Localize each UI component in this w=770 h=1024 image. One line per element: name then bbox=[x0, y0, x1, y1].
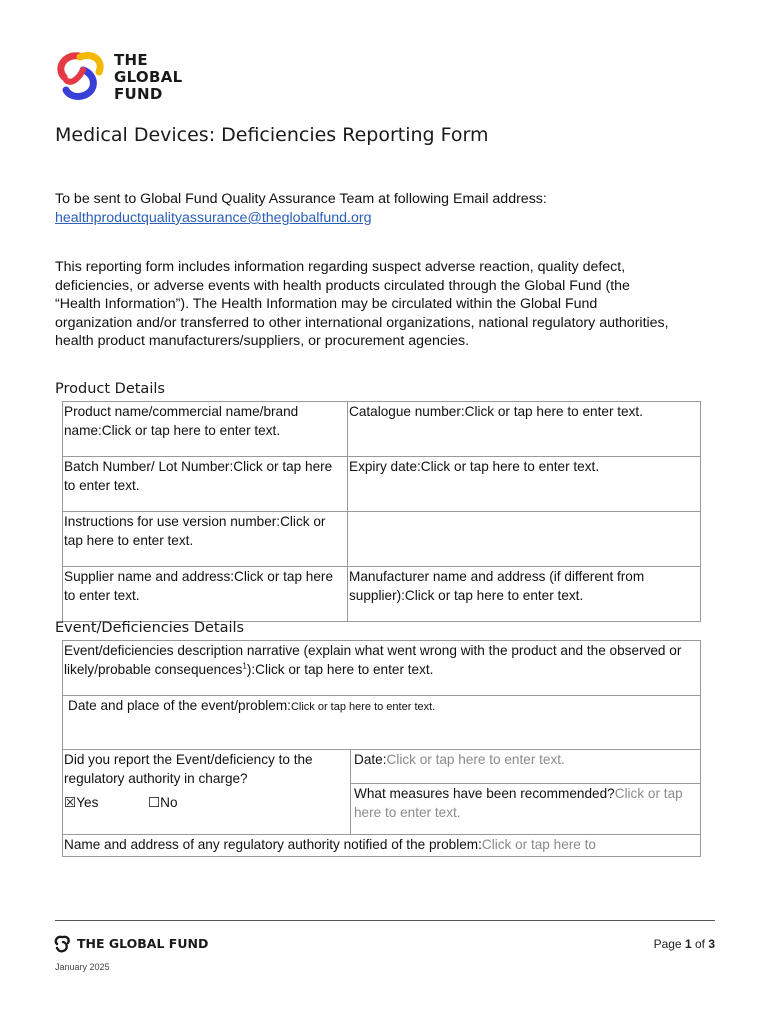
footer-brand: THE GLOBAL FUND bbox=[77, 936, 209, 951]
measures-field[interactable] bbox=[351, 784, 701, 835]
yes-checkbox[interactable]: ☒ bbox=[64, 795, 77, 810]
date-place-field[interactable] bbox=[63, 696, 701, 750]
date-place-label: Date and place of the event/problem: bbox=[68, 698, 291, 713]
report-date-field[interactable] bbox=[351, 750, 701, 784]
manufacturer-value[interactable]: Click or tap here to enter text. bbox=[404, 587, 584, 603]
reported-field bbox=[63, 750, 351, 835]
authority-field[interactable] bbox=[63, 835, 701, 857]
ifu-version-label: Instructions for use version number: bbox=[64, 514, 281, 529]
page-number bbox=[654, 937, 715, 951]
product-details-table bbox=[62, 401, 701, 622]
supplier-field[interactable] bbox=[63, 567, 348, 622]
intro-text: To be sent to Global Fund Quality Assurance Team at following Email address: bbox=[55, 191, 547, 207]
expiry-date-label: Expiry date: bbox=[349, 459, 421, 474]
page-title: Medical Devices: Deficiencies Reporting Form bbox=[55, 124, 489, 146]
measures-value[interactable]: Click or tap here to enter text. bbox=[354, 786, 683, 820]
yes-label: Yes bbox=[76, 795, 99, 810]
narrative-label: Event/deficiencies description narrative (explain what went wrong with the product and the observed or likely/probable consequences bbox=[64, 643, 682, 677]
logo-line-1: THE bbox=[114, 51, 148, 69]
empty-cell bbox=[348, 512, 701, 567]
narrative-value[interactable]: Click or tap here to enter text. bbox=[255, 661, 434, 677]
authority-label: Name and address of any regulatory authority notified of the problem: bbox=[64, 837, 482, 852]
authority-value[interactable]: Click or tap here to bbox=[481, 837, 596, 852]
catalogue-number-field[interactable] bbox=[348, 402, 701, 457]
logo-line-2: GLOBAL bbox=[114, 68, 183, 86]
product-name-label: Product name/commercial name/brand name: bbox=[64, 404, 299, 438]
footer-logo-icon bbox=[53, 935, 71, 953]
product-name-field[interactable] bbox=[63, 402, 348, 457]
ifu-version-field[interactable] bbox=[63, 512, 348, 567]
page-current: 1 bbox=[684, 937, 692, 951]
supplier-value[interactable]: Click or tap here to enter text. bbox=[64, 569, 334, 603]
reported-options bbox=[64, 794, 350, 813]
product-details-heading: Product Details bbox=[55, 381, 165, 397]
page-prefix: Page bbox=[653, 937, 685, 951]
expiry-date-value[interactable]: Click or tap here to enter text. bbox=[420, 459, 600, 474]
expiry-date-field[interactable] bbox=[348, 457, 701, 512]
no-checkbox[interactable]: ☐ bbox=[147, 795, 161, 810]
manufacturer-label: Manufacturer name and address (if different from supplier): bbox=[349, 569, 645, 603]
batch-number-field[interactable] bbox=[63, 457, 348, 512]
narrative-field[interactable] bbox=[63, 641, 701, 696]
event-details-table bbox=[62, 640, 701, 857]
email-link[interactable]: healthproductqualityassurance@theglobalfund.org bbox=[55, 210, 372, 226]
page-total: 3 bbox=[708, 937, 715, 951]
logo-wordmark bbox=[114, 52, 183, 103]
no-label: No bbox=[160, 795, 178, 810]
report-date-value[interactable]: Click or tap here to enter text. bbox=[386, 752, 565, 767]
manufacturer-field[interactable] bbox=[348, 567, 701, 622]
reported-label: Did you report the Event/deficiency to the regulatory authority in charge? bbox=[64, 752, 313, 786]
product-name-value[interactable]: Click or tap here to enter text. bbox=[101, 422, 281, 438]
catalogue-number-value[interactable]: Click or tap here to enter text. bbox=[464, 404, 643, 419]
catalogue-number-label: Catalogue number: bbox=[349, 404, 465, 419]
privacy-paragraph: This reporting form includes information regarding suspect adverse reaction, quality defect, deficiencies, or adverse events with health products circulated through the Global Fund (the “Health Information”). The Health Information may be circulated within the Global Fund organization and/or transferred to other international organizations, national regulatory authorities, health product manufacturers/suppliers, or procurement agencies. bbox=[55, 259, 669, 350]
measures-label: What measures have been recommended? bbox=[354, 786, 615, 801]
batch-number-label: Batch Number/ Lot Number: bbox=[64, 459, 234, 474]
event-details-heading: Event/Deficiencies Details bbox=[55, 620, 245, 636]
supplier-label: Supplier name and address: bbox=[64, 569, 235, 584]
page-of: of bbox=[691, 937, 709, 951]
report-date-label: Date: bbox=[354, 752, 387, 767]
global-fund-logo-icon bbox=[52, 50, 108, 102]
date-place-value[interactable]: Click or tap here to enter text. bbox=[290, 701, 436, 713]
footer-divider bbox=[55, 920, 715, 921]
logo-line-3: FUND bbox=[114, 85, 163, 103]
batch-number-value[interactable]: Click or tap here to enter text. bbox=[64, 459, 333, 493]
narrative-suffix: ): bbox=[246, 661, 256, 677]
intro-block bbox=[55, 190, 705, 228]
footer-date: January 2025 bbox=[55, 962, 110, 972]
footnote-marker: 1 bbox=[242, 660, 247, 670]
ifu-version-value[interactable]: Click or tap here to enter text. bbox=[64, 514, 326, 548]
